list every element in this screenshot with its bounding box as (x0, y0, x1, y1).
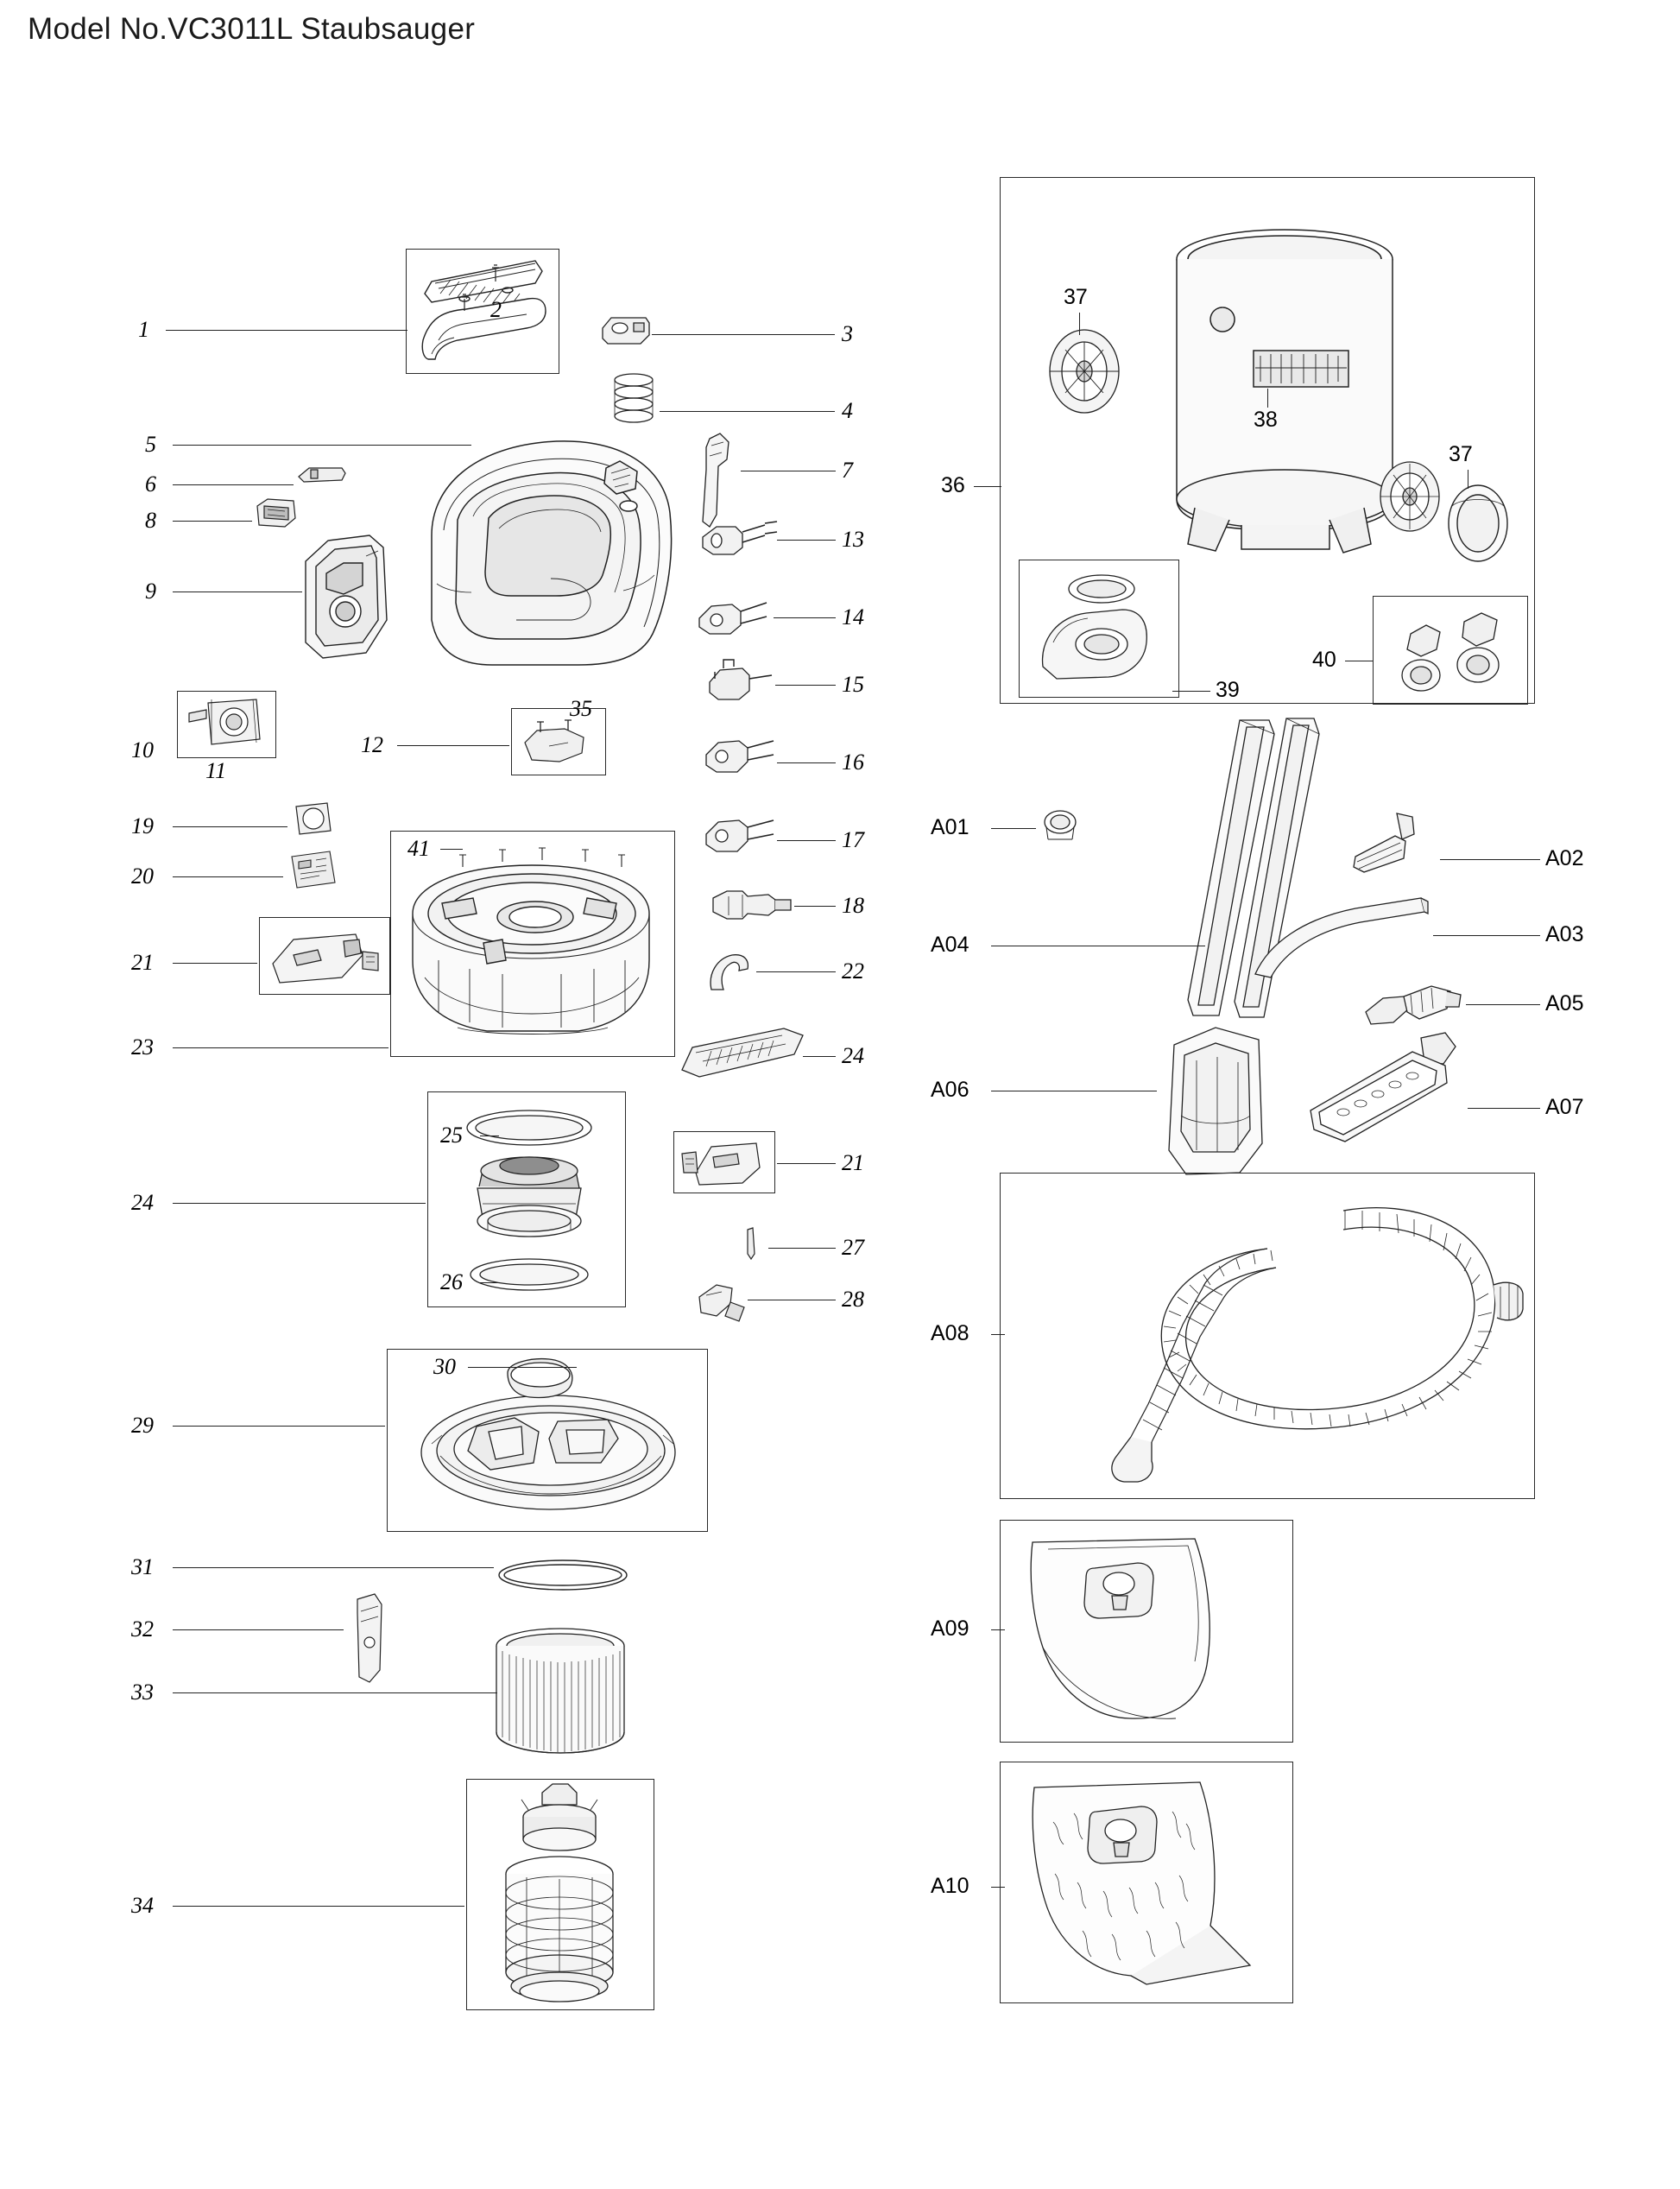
a06-holder-art (1155, 1021, 1276, 1181)
leader-42 (440, 849, 463, 850)
a01-ring-art (1036, 801, 1084, 850)
leader-36 (974, 486, 1001, 487)
a10-paper-bag-art (1000, 1762, 1293, 2003)
callout-24: 23 (131, 1034, 154, 1060)
leader-16 (777, 762, 836, 763)
wheel-right-art (1371, 459, 1449, 534)
callout-31: 30 (433, 1354, 456, 1379)
leader-1 (166, 330, 407, 331)
callout-10: 10 (131, 737, 154, 762)
callout-16: 16 (842, 750, 864, 775)
callout-22: 22 (842, 958, 864, 984)
callout-37b: 37 (1449, 442, 1473, 466)
callout-34: 33 (131, 1680, 154, 1705)
leader-8 (173, 521, 252, 522)
leader-30 (173, 1426, 385, 1427)
callout-40: 40 (1312, 648, 1336, 672)
leader-14 (774, 617, 836, 618)
leader-20 (173, 876, 283, 877)
leader-A07 (1468, 1108, 1540, 1109)
plug-13-art (691, 518, 786, 561)
a04-tubes-art (1167, 715, 1340, 1034)
leader-39 (1172, 691, 1210, 692)
callout-A04: A04 (931, 933, 969, 957)
callout-14: 14 (842, 604, 864, 629)
motor-mount-art (177, 691, 276, 758)
a08-hose-art (1000, 1173, 1535, 1499)
leader-A08 (991, 1334, 1005, 1335)
callout-27: 26 (440, 1269, 463, 1294)
callout-A07: A07 (1545, 1095, 1584, 1119)
page-title: Model No.VC3011L Staubsauger (28, 12, 476, 46)
strip-23-art (673, 1023, 812, 1084)
callout-15: 15 (842, 672, 864, 697)
callout-A06: A06 (931, 1078, 969, 1102)
bracket-22-art (701, 948, 756, 1000)
leader-17 (777, 840, 836, 841)
callout-9: 9 (145, 579, 156, 604)
leader-31 (468, 1367, 577, 1368)
filter-panel-21b-art (673, 1131, 775, 1193)
part-39-art (1019, 560, 1179, 698)
leader-25 (173, 1203, 426, 1204)
wheel-cover-art (1440, 480, 1518, 566)
leader-38 (1267, 389, 1268, 408)
leader-A03 (1433, 935, 1540, 936)
callout-3: 3 (842, 321, 853, 346)
cartridge-filter-art (483, 1623, 637, 1762)
callout-33: 32 (131, 1616, 154, 1642)
leader-37 (1079, 313, 1080, 335)
plug-15-art (696, 656, 782, 705)
callout-A08: A08 (931, 1321, 969, 1345)
pcb-art (285, 845, 342, 893)
plug-17-art (696, 812, 791, 857)
callout-32: 31 (131, 1554, 154, 1579)
callout-39: 39 (1216, 678, 1240, 702)
callout-1: 1 (138, 317, 149, 342)
leader-23 (803, 1056, 836, 1057)
leader-A10 (991, 1887, 1005, 1888)
callout-11: 11 (205, 758, 227, 783)
ring-32-art (494, 1554, 632, 1596)
callout-8: 8 (145, 508, 156, 533)
callout-26: 25 (440, 1123, 463, 1148)
filter-cage-art (466, 1779, 654, 2010)
leader-22 (756, 971, 836, 972)
latch-part-art (294, 456, 351, 490)
callout-5: 5 (145, 432, 156, 457)
callout-21-right: 21 (842, 1150, 864, 1175)
callout-A05: A05 (1545, 991, 1584, 1015)
leader-3 (652, 334, 835, 335)
callout-23: 24 (842, 1043, 864, 1068)
leader-28 (768, 1248, 836, 1249)
callout-21: 21 (131, 950, 154, 975)
leader-A01 (991, 828, 1036, 829)
callout-4: 4 (842, 398, 853, 423)
leader-15 (775, 685, 836, 686)
callout-36: 36 (941, 473, 965, 497)
a02-nozzle-art (1345, 810, 1440, 879)
callout-25: 24 (131, 1190, 154, 1215)
a03-bent-tube-art (1243, 889, 1468, 984)
leader-34 (173, 1692, 497, 1693)
leader-19 (173, 826, 287, 827)
leader-4 (660, 411, 835, 412)
lever-33-art (344, 1587, 392, 1691)
callout-35: 34 (131, 1893, 154, 1918)
front-panel-art (287, 527, 407, 665)
callout-A09: A09 (931, 1616, 969, 1641)
callout-18: 18 (842, 893, 864, 918)
callout-A01: A01 (931, 815, 969, 839)
callout-A03: A03 (1545, 922, 1584, 946)
leader-5 (173, 445, 471, 446)
callout-6: 6 (145, 471, 156, 497)
handle-assembly-art (406, 249, 561, 378)
casters-art (1373, 596, 1528, 705)
callout-41: 35 (570, 696, 592, 721)
leader-A05 (1466, 1004, 1540, 1005)
leader-A02 (1440, 859, 1540, 860)
callout-29: 28 (842, 1287, 864, 1312)
filter-panel-21-art (259, 917, 390, 995)
callout-A02: A02 (1545, 846, 1584, 870)
callout-20: 20 (131, 864, 154, 889)
wheel-left-art (1036, 324, 1133, 419)
leader-A09 (991, 1629, 1005, 1630)
plug-18-art (708, 881, 803, 926)
callout-37: 37 (1064, 285, 1088, 309)
plug-14-art (691, 596, 786, 639)
leader-32 (173, 1567, 494, 1568)
leader-27 (480, 1282, 499, 1283)
callout-2: 2 (490, 297, 502, 322)
callout-19: 19 (131, 813, 154, 838)
leader-21-right (777, 1163, 836, 1164)
leader-21 (173, 963, 257, 964)
callout-30: 29 (131, 1413, 154, 1438)
leader-13 (777, 540, 836, 541)
callout-7: 7 (842, 458, 853, 483)
chassis-art (390, 831, 675, 1057)
clip-part-art (596, 309, 656, 352)
callout-17: 17 (842, 827, 864, 852)
a09-bag-art (1000, 1520, 1293, 1743)
callout-28: 27 (842, 1235, 864, 1260)
callout-42: 41 (407, 836, 430, 861)
leader-12 (397, 745, 509, 746)
plug-16-art (696, 732, 791, 777)
callout-12: 12 (361, 732, 383, 757)
pin-28-art (739, 1224, 768, 1268)
leader-24 (173, 1047, 388, 1048)
callout-38: 38 (1254, 408, 1278, 432)
seal-19-art (289, 796, 338, 839)
leader-33 (173, 1629, 344, 1630)
leader-35 (173, 1906, 464, 1907)
clamp-29-art (691, 1278, 751, 1328)
callout-A10: A10 (931, 1874, 969, 1898)
leader-6 (173, 484, 294, 485)
callout-13: 13 (842, 527, 864, 552)
leader-18 (794, 906, 836, 907)
top-cover-art (406, 423, 691, 674)
a07-floor-nozzle-art (1293, 1028, 1500, 1157)
